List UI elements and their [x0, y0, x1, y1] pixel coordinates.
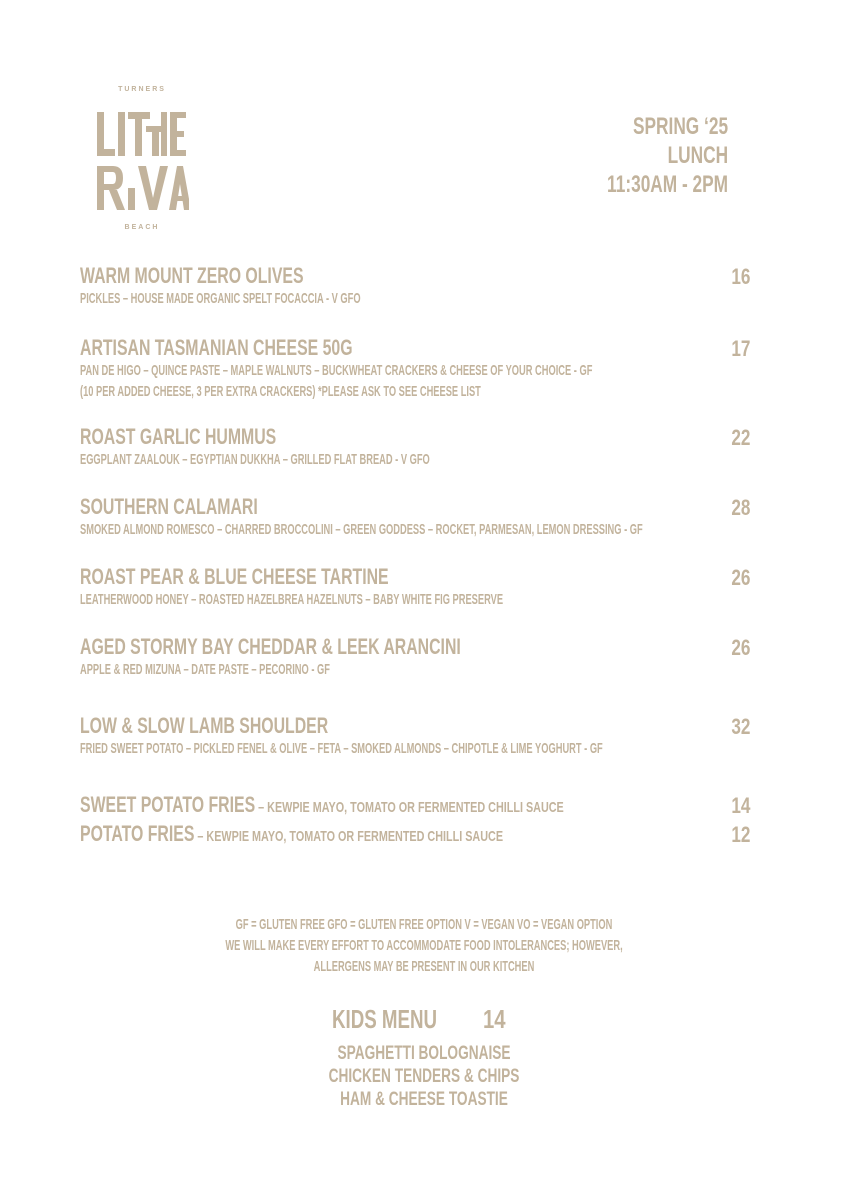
- item-description: APPLE & RED MIZUNA – DATE PASTE – PECORINO - GF: [80, 661, 330, 678]
- logo-top-text: TURNERS: [118, 86, 166, 93]
- item-name: ARTISAN TASMANIAN CHEESE 50G: [80, 335, 353, 360]
- side-description: – KEWPIE MAYO, TOMATO OR FERMENTED CHILLI SAUCE: [194, 828, 504, 845]
- item-name: WARM MOUNT ZERO OLIVES: [80, 263, 304, 288]
- item-price: 16: [730, 264, 750, 289]
- side-line: [80, 822, 503, 849]
- item-description: (10 PER ADDED CHEESE, 3 PER EXTRA CRACKERS) *PLEASE ASK TO SEE CHEESE LIST: [80, 383, 481, 400]
- item-price: 32: [730, 714, 750, 739]
- item-price: 28: [730, 495, 750, 520]
- item-description: PAN DE HIGO – QUINCE PASTE – MAPLE WALNUTS – BUCKWHEAT CRACKERS & CHEESE OF YOUR CHOICE - GF: [80, 362, 593, 379]
- item-name: SOUTHERN CALAMARI: [80, 494, 258, 519]
- item-description: EGGPLANT ZAALOUK – EGYPTIAN DUKKHA – GRILLED FLAT BREAD - V GFO: [80, 451, 430, 468]
- dietary-legend: GF = GLUTEN FREE GFO = GLUTEN FREE OPTION V = VEGAN VO = VEGAN OPTION: [235, 916, 613, 933]
- kids-menu-list: [0, 1042, 848, 1111]
- hours-label: 11:30AM - 2PM: [606, 171, 728, 198]
- menu-item: [80, 336, 750, 402]
- season-label: SPRING ‘25: [632, 113, 728, 140]
- item-price: 17: [730, 336, 750, 361]
- logo-bottom-text: BEACH: [124, 224, 160, 231]
- side-item: [80, 793, 750, 820]
- side-name: POTATO FRIES: [80, 821, 195, 846]
- side-item: [80, 822, 750, 849]
- item-price: 26: [730, 565, 750, 590]
- menu-item: [80, 714, 750, 759]
- item-description: FRIED SWEET POTATO – PICKLED FENEL & OLIVE – FETA – SMOKED ALMONDS – CHIPOTLE & LIME YOGHURT - GF: [80, 740, 603, 757]
- menu-item: [80, 495, 750, 540]
- kids-menu-price: 14: [483, 1004, 506, 1034]
- dietary-notes: [0, 914, 848, 977]
- item-price: 26: [730, 635, 750, 660]
- menu-item: [80, 565, 750, 610]
- item-description: PICKLES – HOUSE MADE ORGANIC SPELT FOCACCIA - V GFO: [80, 290, 361, 307]
- item-name: ROAST GARLIC HUMMUS: [80, 424, 277, 449]
- menu-header: [560, 112, 728, 199]
- logo: [92, 86, 192, 236]
- menu-item: [80, 425, 750, 470]
- side-price: 14: [730, 793, 750, 818]
- allergen-note-line1: WE WILL MAKE EVERY EFFORT TO ACCOMMODATE FOOD INTOLERANCES; HOWEVER,: [225, 937, 623, 954]
- menu-item: [80, 635, 750, 680]
- side-description: – KEWPIE MAYO, TOMATO OR FERMENTED CHILLI SAUCE: [255, 799, 564, 816]
- kids-menu-title: KIDS MENU: [332, 1004, 438, 1034]
- kids-menu-item: HAM & CHEESE TOASTIE: [340, 1089, 508, 1110]
- allergen-note-line2: ALLERGENS MAY BE PRESENT IN OUR KITCHEN: [313, 958, 535, 975]
- item-description: SMOKED ALMOND ROMESCO – CHARRED BROCCOLINI – GREEN GODDESS – ROCKET, PARMESAN, LEMON DRESSING - GF: [80, 521, 643, 538]
- item-name: ROAST PEAR & BLUE CHEESE TARTINE: [80, 564, 389, 589]
- side-name: SWEET POTATO FRIES: [80, 792, 256, 817]
- side-line: [80, 793, 564, 820]
- side-price: 12: [730, 822, 750, 847]
- little-riva-logo-mark: [95, 108, 189, 212]
- item-name: LOW & SLOW LAMB SHOULDER: [80, 713, 329, 738]
- kids-menu-item: CHICKEN TENDERS & CHIPS: [328, 1066, 520, 1087]
- item-name: AGED STORMY BAY CHEDDAR & LEEK ARANCINI: [80, 634, 461, 659]
- item-price: 22: [730, 425, 750, 450]
- meal-label: LUNCH: [667, 142, 728, 169]
- item-description: LEATHERWOOD HONEY – ROASTED HAZELBREA HAZELNUTS – BABY WHITE FIG PRESERVE: [80, 591, 504, 608]
- kids-menu-item: SPAGHETTI BOLOGNAISE: [337, 1043, 511, 1064]
- menu-item: [80, 264, 750, 309]
